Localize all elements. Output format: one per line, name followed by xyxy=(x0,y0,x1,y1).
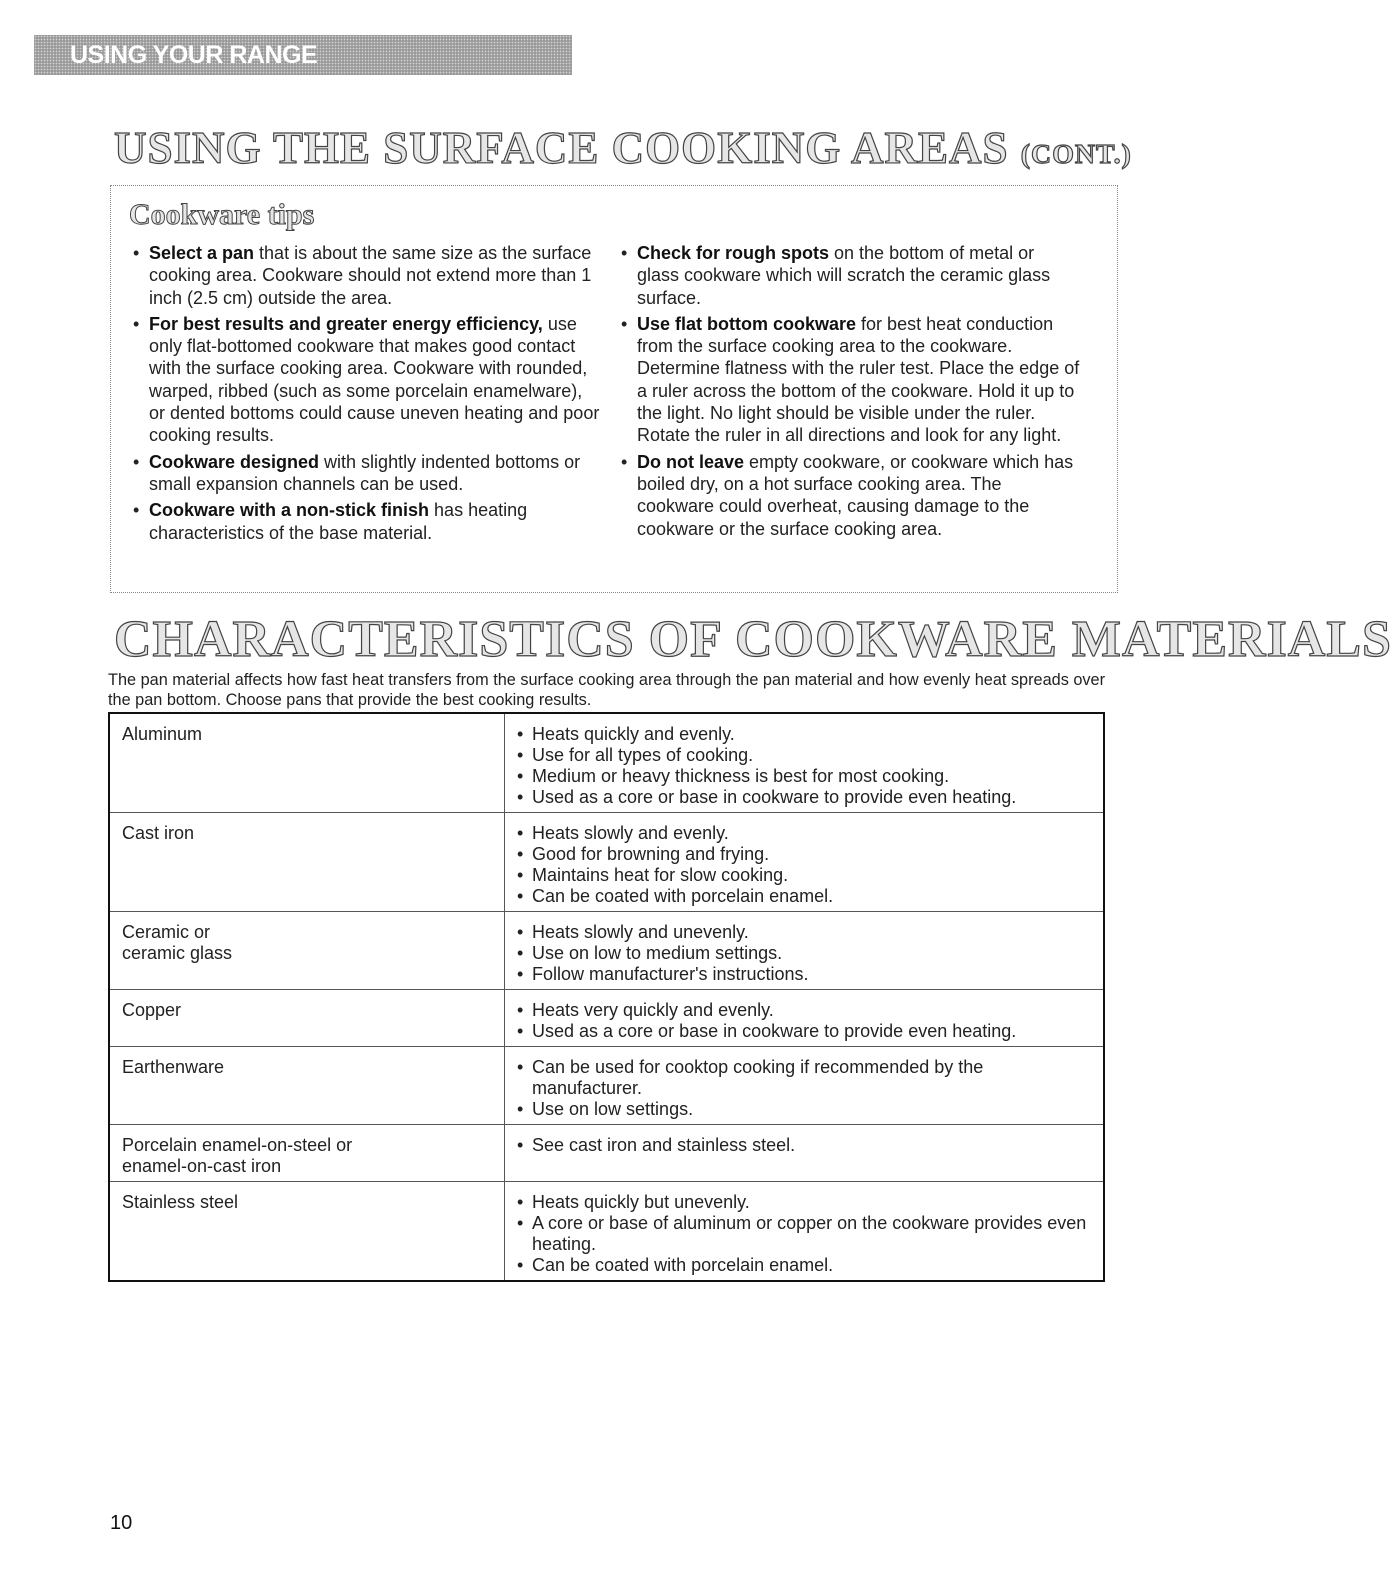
description-text: Use on low settings. xyxy=(532,1099,694,1119)
bullet-icon: • xyxy=(133,313,140,334)
tip-text: with slightly indented bottoms or small expansion channels can be used. xyxy=(149,451,581,494)
bullet-icon: • xyxy=(517,943,524,963)
material-name-cell: Stainless steel xyxy=(109,1182,505,1282)
description-text: Used as a core or base in cookware to provide even heating. xyxy=(532,787,1017,807)
tip-bold-lead: Check for rough spots xyxy=(637,243,830,263)
table-row xyxy=(109,990,1104,1047)
bullet-icon: • xyxy=(517,724,524,744)
page-title-text: USING THE SURFACE COOKING AREAS xyxy=(114,123,1009,173)
table-row xyxy=(109,1125,1104,1182)
description-line xyxy=(517,1057,1093,1099)
bullet-icon: • xyxy=(517,1255,524,1275)
tip-item xyxy=(133,499,603,544)
description-line xyxy=(517,766,1093,787)
description-text: Can be used for cooktop cooking if recommended by the manufacturer. xyxy=(532,1057,984,1098)
tip-bold-lead: Use flat bottom cookware xyxy=(637,313,857,334)
bullet-icon: • xyxy=(133,500,140,521)
tip-item xyxy=(621,313,1081,447)
description-line xyxy=(517,1099,1093,1120)
bullet-icon: • xyxy=(621,451,628,472)
description-line xyxy=(517,865,1093,886)
material-description-cell xyxy=(505,912,1105,990)
description-text: Heats slowly and evenly. xyxy=(532,823,729,843)
bullet-icon: • xyxy=(517,964,524,984)
material-name-cell: Cast iron xyxy=(109,813,505,912)
bullet-icon: • xyxy=(517,1057,524,1077)
bullet-icon: • xyxy=(517,844,524,864)
description-text: Can be coated with porcelain enamel. xyxy=(532,886,834,906)
bullet-icon: • xyxy=(621,243,628,263)
description-line xyxy=(517,943,1093,964)
description-line xyxy=(517,823,1093,844)
description-line xyxy=(517,964,1093,985)
description-line xyxy=(517,922,1093,943)
description-text: Follow manufacturer's instructions. xyxy=(532,964,809,984)
description-text: A core or base of aluminum or copper on the cookware provides even heating. xyxy=(532,1213,1087,1254)
bullet-icon: • xyxy=(517,1000,524,1020)
table-row xyxy=(109,1047,1104,1125)
description-line xyxy=(517,844,1093,865)
bullet-icon: • xyxy=(133,243,140,263)
description-line xyxy=(517,1000,1093,1021)
material-name-cell: Ceramic or ceramic glass xyxy=(109,912,505,990)
material-name-cell: Earthenware xyxy=(109,1047,505,1125)
description-text: Maintains heat for slow cooking. xyxy=(532,865,789,885)
description-line xyxy=(517,1135,1093,1156)
material-description-cell xyxy=(505,813,1105,912)
table-row xyxy=(109,912,1104,990)
bullet-icon: • xyxy=(517,745,524,765)
materials-table-body xyxy=(109,713,1104,1281)
cookware-tips-heading: Cookware tips xyxy=(129,198,315,231)
section-banner xyxy=(34,35,572,75)
material-name-cell: Porcelain enamel-on-steel or enamel-on-cast iron xyxy=(109,1125,505,1182)
page-title xyxy=(114,122,1132,181)
tip-bold-lead: Cookware with a non-stick finish xyxy=(149,500,430,521)
bullet-icon: • xyxy=(517,922,524,942)
description-text: Good for browning and frying. xyxy=(532,844,770,864)
cookware-materials-table xyxy=(108,712,1105,1282)
material-description-cell xyxy=(505,713,1105,813)
bullet-icon: • xyxy=(517,1192,524,1212)
material-description-cell xyxy=(505,1125,1105,1182)
table-row xyxy=(109,813,1104,912)
description-text: Medium or heavy thickness is best for most cooking. xyxy=(532,766,950,786)
table-row xyxy=(109,1182,1104,1282)
description-text: Heats slowly and unevenly. xyxy=(532,922,749,942)
tip-bold-lead: Do not leave xyxy=(637,451,745,472)
description-text: Used as a core or base in cookware to provide even heating. xyxy=(532,1021,1017,1041)
bullet-icon: • xyxy=(517,1213,524,1233)
cookware-tips-box xyxy=(110,185,1118,593)
description-line xyxy=(517,724,1093,745)
page-number: 10 xyxy=(110,1512,133,1534)
material-name-cell: Copper xyxy=(109,990,505,1047)
tip-item xyxy=(133,451,603,496)
description-line xyxy=(517,1255,1093,1276)
bullet-icon: • xyxy=(517,886,524,906)
materials-section-title: CHARACTERISTICS OF COOKWARE MATERIALS xyxy=(114,611,1392,668)
description-text: Use for all types of cooking. xyxy=(532,745,754,765)
description-line xyxy=(517,1021,1093,1042)
description-text: Heats quickly but unevenly. xyxy=(532,1192,750,1212)
bullet-icon: • xyxy=(517,865,524,885)
material-description-cell xyxy=(505,990,1105,1047)
bullet-icon: • xyxy=(517,787,524,807)
tip-text: empty cookware, or cookware which has boiled dry, on a hot surface cooking area. The cookware could overheat, causing damage to the cookware or the surface cooking area. xyxy=(637,451,1074,539)
bullet-icon: • xyxy=(517,1021,524,1041)
description-line xyxy=(517,1213,1093,1255)
description-line xyxy=(517,745,1093,766)
bullet-icon: • xyxy=(621,313,628,334)
tip-item xyxy=(133,313,603,447)
tip-text: that is about the same size as the surface cooking area. Cookware should not extend more than 1 inch (2.5 cm) outside the area. xyxy=(149,243,592,308)
description-line xyxy=(517,787,1093,808)
tip-bold-lead: Cookware designed xyxy=(149,451,320,472)
tip-bold-lead: Select a pan xyxy=(149,243,255,263)
material-description-cell xyxy=(505,1047,1105,1125)
description-text: See cast iron and stainless steel. xyxy=(532,1135,796,1155)
page-title-suffix: (CONT.) xyxy=(1020,139,1132,170)
tip-text: use only flat-bottomed cookware that makes good contact with the surface cooking area. Cookware with rounded, warped, ribbed (such as some porcelain enamelware), or dented bottoms could cause uneven heating and poor cooking results. xyxy=(149,313,600,446)
tips-right-column xyxy=(621,242,1081,544)
material-description-cell xyxy=(505,1182,1105,1282)
description-text: Use on low to medium settings. xyxy=(532,943,783,963)
tips-left-column xyxy=(133,242,603,548)
description-line xyxy=(517,1192,1093,1213)
tip-text: on the bottom of metal or glass cookware which will scratch the ceramic glass surface. xyxy=(637,243,1051,308)
bullet-icon: • xyxy=(133,451,140,472)
bullet-icon: • xyxy=(517,1099,524,1119)
section-banner-label: USING YOUR RANGE xyxy=(70,41,318,69)
table-row xyxy=(109,713,1104,813)
description-text: Heats very quickly and evenly. xyxy=(532,1000,774,1020)
description-line xyxy=(517,886,1093,907)
tip-bold-lead: For best results and greater energy efficiency, xyxy=(149,313,543,334)
material-name-cell: Aluminum xyxy=(109,713,505,813)
description-text: Can be coated with porcelain enamel. xyxy=(532,1255,834,1275)
description-text: Heats quickly and evenly. xyxy=(532,724,735,744)
bullet-icon: • xyxy=(517,1135,524,1155)
tip-text: for best heat conduction from the surface cooking area to the cookware. Determine flatness with the ruler test. Place the edge of a ruler across the bottom of the cookware. Hold it up to the light. No light should be visible under the ruler. Rotate the ruler in all directions and look for any light. xyxy=(637,313,1080,446)
tip-text: has heating characteristics of the base material. xyxy=(149,500,528,543)
tip-item xyxy=(621,451,1081,540)
tip-item xyxy=(621,242,1081,309)
materials-intro-text: The pan material affects how fast heat transfers from the surface cooking area through the pan material and how evenly heat spreads over the pan bottom. Choose pans that provide the best cooking results. xyxy=(108,671,1106,709)
tip-item xyxy=(133,242,603,309)
bullet-icon: • xyxy=(517,823,524,843)
bullet-icon: • xyxy=(517,766,524,786)
